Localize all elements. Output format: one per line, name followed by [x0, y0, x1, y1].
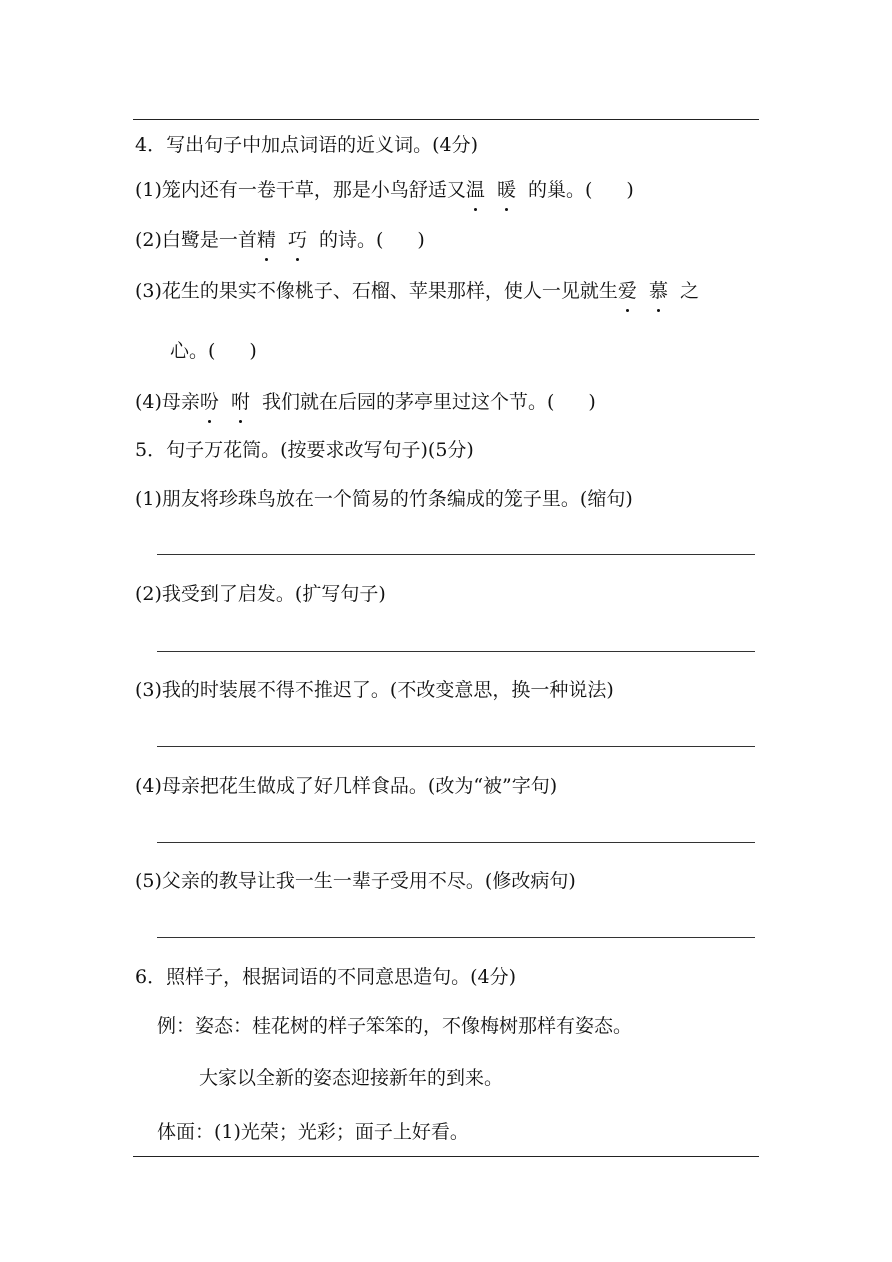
- q6-example-line-1: 例：姿态：桂花树的样子笨笨的，不像梅树那样有姿态。: [157, 1015, 633, 1037]
- q6-example-line-2: 大家以全新的姿态迎接新年的到来。: [199, 1067, 504, 1089]
- q5-item-3: (3)我的时装展不得不推迟了。(不改变意思，换一种说法): [135, 679, 614, 701]
- q5-answer-line-2[interactable]: [157, 651, 755, 652]
- q5-answer-line-3[interactable]: [157, 746, 755, 747]
- q5-answer-line-1[interactable]: [157, 554, 755, 555]
- q5-item-5: (5)父亲的教导让我一生一辈子受用不尽。(修改病句): [135, 870, 576, 892]
- q6-title: 6．照样子，根据词语的不同意思造句。(4分): [135, 966, 517, 988]
- q4-item-4: (4)母亲吩 咐 我们就在后园的茅亭里过这个节。( ): [135, 391, 596, 413]
- q5-item-4: (4)母亲把花生做成了好几样食品。(改为“被”字句): [135, 775, 558, 797]
- q5-answer-line-4[interactable]: [157, 842, 755, 843]
- q4-item-3-cont: 心。( ): [170, 340, 257, 362]
- q4-item-3: (3)花生的果实不像桃子、石榴、苹果那样，使人一见就生爱 慕 之: [135, 280, 699, 302]
- q6-timian-meaning: 体面：(1)光荣；光彩；面子上好看。: [157, 1121, 469, 1143]
- q5-item-1: (1)朋友将珍珠鸟放在一个简易的竹条编成的笼子里。(缩句): [135, 488, 633, 510]
- q4-item-2: (2)白鹭是一首精 巧 的诗。( ): [135, 229, 425, 251]
- q5-item-2: (2)我受到了启发。(扩写句子): [135, 583, 386, 605]
- q5-answer-line-5[interactable]: [157, 937, 755, 938]
- top-rule: [133, 119, 759, 120]
- q4-item-1: (1)笼内还有一卷干草，那是小鸟舒适又温 暖 的巢。( ): [135, 179, 634, 201]
- bottom-rule: [133, 1156, 759, 1157]
- q4-title: 4．写出句子中加点词语的近义词。(4分): [135, 134, 479, 156]
- q5-title: 5．句子万花筒。(按要求改写句子)(5分): [135, 439, 474, 461]
